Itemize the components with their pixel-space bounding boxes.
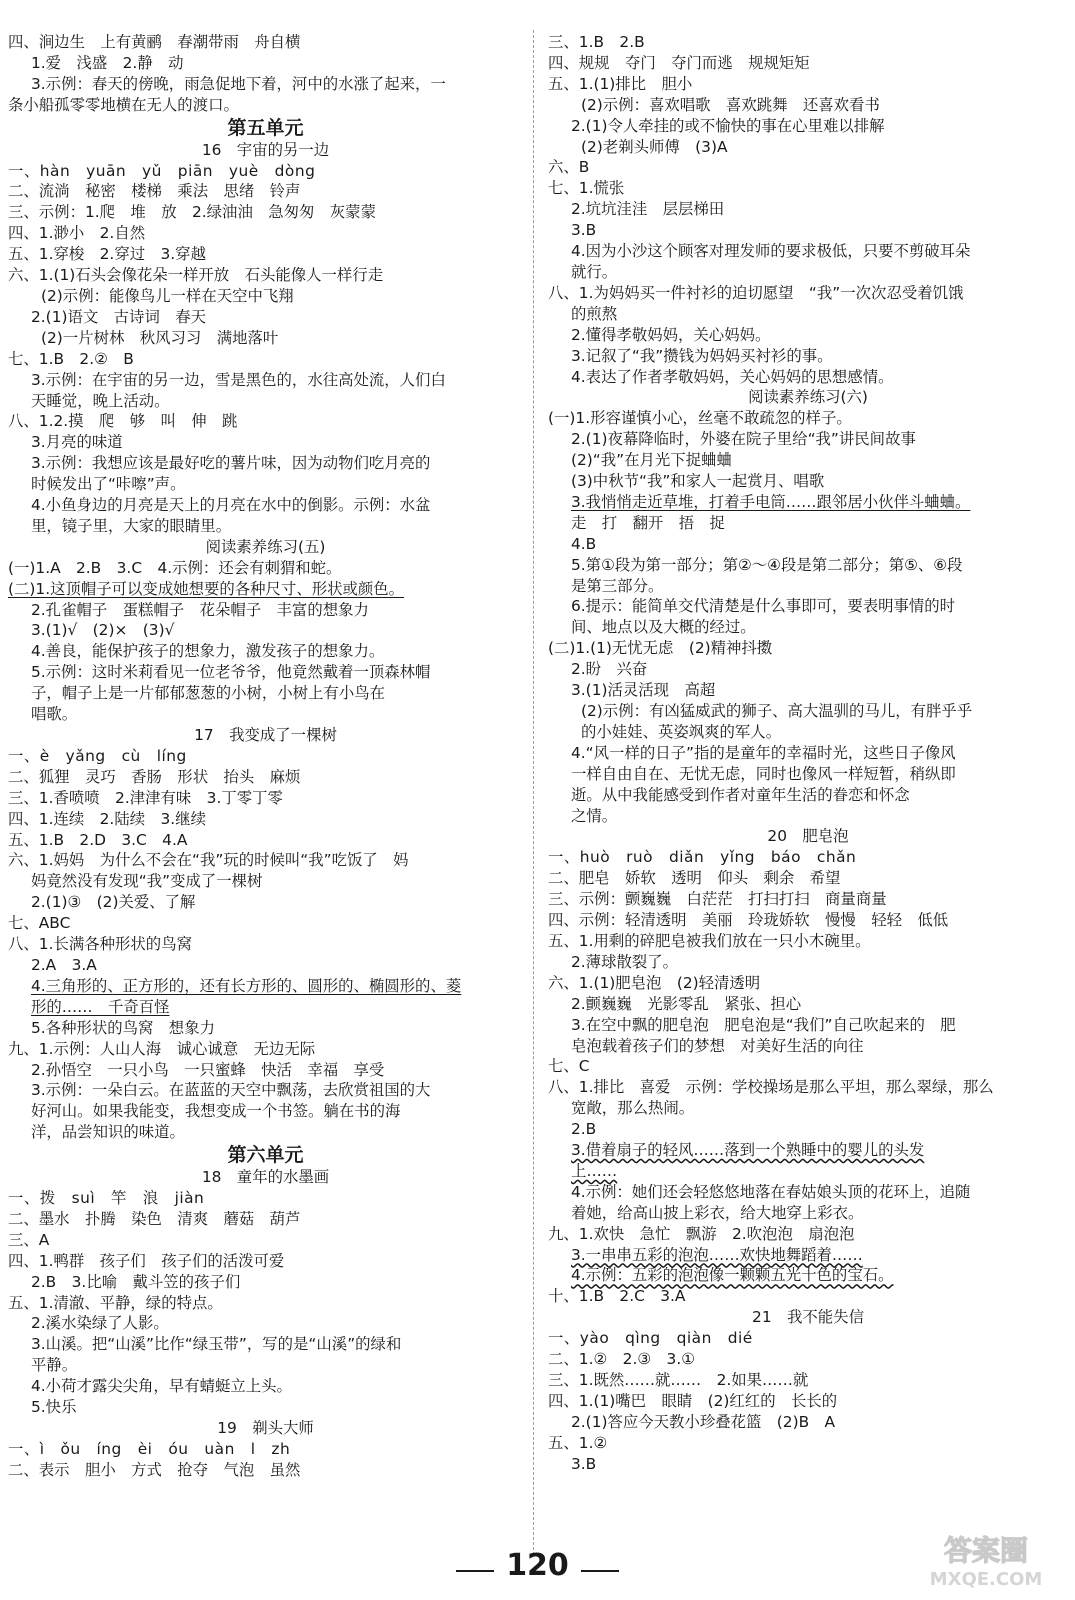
left-line (8, 1355, 523, 1376)
line-text: 之情。 (571, 806, 618, 825)
line-text: 2.孙悟空 一只小鸟 一只蜜蜂 快活 幸福 享受 (31, 1060, 385, 1079)
right-line (548, 199, 1068, 220)
line-text: 宽敞，那么热闹。 (571, 1099, 695, 1118)
line-text: 五、1.② (548, 1433, 608, 1452)
left-line (8, 349, 523, 370)
left-line (8, 620, 523, 641)
right-line (548, 1224, 1068, 1245)
right-line (548, 387, 1068, 408)
line-text: 2.(1)令人牵挂的或不愉快的事在心里难以排解 (571, 116, 885, 135)
line-text: 18 童年的水墨画 (201, 1168, 330, 1187)
line-text: 2.盼 兴奋 (571, 660, 648, 679)
right-line (548, 1307, 1068, 1328)
left-line (8, 809, 523, 830)
left-line (8, 1251, 523, 1272)
line-text: 2.(1)语文 古诗词 春天 (31, 307, 207, 326)
column-divider (533, 30, 534, 1555)
left-line (8, 411, 523, 432)
right-line (548, 534, 1068, 555)
right-line (548, 1140, 1068, 1161)
line-text: 二、墨水 扑腾 染色 清爽 蘑菇 葫芦 (8, 1209, 301, 1228)
right-line (548, 806, 1068, 827)
line-text: 四、1.渺小 2.自然 (8, 224, 146, 243)
line-text: 20 肥皂泡 (767, 827, 849, 846)
right-line (548, 1245, 1068, 1266)
right-line (548, 847, 1068, 868)
left-line (8, 181, 523, 202)
line-text: 四、1.(1)嘴巴 眼睛 (2)红红的 长长的 (548, 1391, 838, 1410)
line-text: 3.B (571, 221, 597, 240)
right-line (548, 241, 1068, 262)
left-line (8, 391, 523, 412)
line-text: 2.B (571, 1120, 597, 1139)
right-line (548, 513, 1068, 534)
line-text: 3.我悄悄走近草堆，打着手电筒……跟邻居小伙伴斗蛐蛐。 (571, 492, 971, 511)
line-text: 16 宇宙的另一边 (201, 140, 330, 159)
left-line (8, 202, 523, 223)
line-text: (2)示例：有凶猛威武的狮子、高大温驯的马儿，有胖乎乎 (581, 702, 973, 720)
right-column (548, 32, 1068, 1475)
line-text: 就行。 (571, 262, 618, 281)
left-line (8, 892, 523, 913)
right-line (548, 1391, 1068, 1412)
right-line (548, 1077, 1068, 1098)
left-line (8, 161, 523, 182)
left-line (8, 934, 523, 955)
right-line (548, 1265, 1068, 1286)
left-line (8, 767, 523, 788)
right-line (548, 283, 1068, 304)
line-text: 2.懂得孝敬妈妈，关心妈妈。 (571, 325, 771, 344)
line-text: 3.月亮的味道 (31, 433, 123, 452)
left-line (8, 1293, 523, 1314)
line-text: 七、1.B 2.② B (8, 349, 134, 368)
right-line (548, 826, 1068, 847)
line-text: 二、狐狸 灵巧 香肠 形状 抬头 麻烦 (8, 767, 301, 786)
left-line (8, 850, 523, 871)
left-line (8, 474, 523, 495)
right-line (548, 1286, 1068, 1307)
right-line (548, 429, 1068, 450)
line-text: 十、1.B 2.C 3.A (548, 1287, 686, 1306)
left-line (8, 537, 523, 558)
line-text: 4.善良，能保护孩子的想象力，激发孩子的想象力。 (31, 642, 385, 661)
line-text: 2.颤巍巍 光影零乱 紧张、担心 (571, 994, 802, 1013)
left-line (8, 223, 523, 244)
line-text: (一)1.形容谨慎小心，丝毫不敢疏忽的样子。 (548, 409, 852, 428)
footer-dash-left (456, 1570, 494, 1572)
right-line (548, 1412, 1068, 1433)
left-line (8, 95, 523, 116)
left-line (8, 1122, 523, 1143)
line-text: 21 我不能失信 (752, 1308, 864, 1327)
right-line (548, 450, 1068, 471)
watermark-title: 答案圈 (943, 1534, 1029, 1567)
line-text: 好河山。如果我能变，我想变成一个书签。躺在书的海 (31, 1102, 401, 1121)
right-line (548, 367, 1068, 388)
left-line (8, 516, 523, 537)
line-text: 一、è yǎng cù líng (8, 746, 187, 765)
right-line (548, 95, 1068, 116)
left-line (8, 725, 523, 746)
line-text: 3.示例：一朵白云。在蓝蓝的天空中飘荡，去欣赏祖国的大 (31, 1081, 431, 1100)
right-line (548, 973, 1068, 994)
line-text: 五、1.穿梭 2.穿过 3.穿越 (8, 245, 206, 264)
left-line (8, 244, 523, 265)
left-line (8, 662, 523, 683)
left-line (8, 558, 523, 579)
left-line (8, 117, 523, 139)
right-line (548, 32, 1068, 53)
line-text: 3.(1)活灵活现 高超 (571, 681, 716, 700)
left-line (8, 140, 523, 161)
left-column (8, 32, 523, 1481)
right-line (548, 1370, 1068, 1391)
right-line (548, 764, 1068, 785)
line-text: 皂泡载着孩子们的梦想 对美好生活的向往 (571, 1036, 864, 1055)
line-text: 2.(1)夜幕降临时，外婆在院子里给“我”讲民间故事 (571, 430, 916, 449)
right-line (548, 74, 1068, 95)
right-line (548, 952, 1068, 973)
line-text: (2)老剃头师傅 (3)A (581, 137, 728, 156)
left-line (8, 830, 523, 851)
right-line (548, 868, 1068, 889)
line-text: 4.示例：她们还会轻悠悠地落在春姑娘头顶的花环上，追随 (571, 1182, 971, 1201)
left-line (8, 1144, 523, 1166)
line-text: 六、1.妈妈 为什么不会在“我”玩的时候叫“我”吃饭了 妈 (8, 851, 409, 870)
left-line (8, 788, 523, 809)
line-text: 4.三角形的、正方形的，还有长方形的、圆形的、椭圆形的、菱 (31, 976, 462, 995)
line-text: 平静。 (31, 1356, 78, 1375)
left-line (8, 641, 523, 662)
line-text: 四、示例：轻清透明 美丽 玲珑娇软 慢慢 轻轻 低低 (548, 911, 949, 930)
right-line (548, 1454, 1068, 1475)
line-text: (2)一片树林 秋风习习 满地落叶 (41, 328, 279, 347)
line-text: 3.山溪。把“山溪”比作“绿玉带”，写的是“山溪”的绿和 (31, 1335, 402, 1354)
line-text: 时候发出了“咔嚓”声。 (31, 475, 186, 494)
line-text: 5.示例：这时米莉看见一位老爷爷，他竟然戴着一顶森林帽 (31, 663, 431, 682)
left-line (8, 976, 523, 997)
right-line (548, 994, 1068, 1015)
right-line (548, 1098, 1068, 1119)
left-line (8, 1188, 523, 1209)
line-text: 七、1.慌张 (548, 179, 625, 198)
line-text: 2.薄球散裂了。 (571, 952, 679, 971)
line-text: 条小船孤零零地横在无人的渡口。 (8, 95, 239, 114)
left-line (8, 74, 523, 95)
left-line (8, 495, 523, 516)
line-text: 一、huò ruò diǎn yǐng báo chǎn (548, 848, 857, 867)
left-line (8, 1080, 523, 1101)
left-line (8, 1230, 523, 1251)
line-text: 七、ABC (8, 914, 71, 933)
right-line (548, 617, 1068, 638)
right-line (548, 1182, 1068, 1203)
line-text: 2.B 3.比喻 戴斗笠的孩子们 (31, 1272, 241, 1291)
line-text: 五、1.清澈、平静，绿的特点。 (8, 1293, 223, 1312)
right-line (548, 1433, 1068, 1454)
left-line (8, 265, 523, 286)
line-text: 六、1.(1)肥皂泡 (2)轻清透明 (548, 973, 761, 992)
line-text: 4.因为小沙这个顾客对理发师的要求极低，只要不剪破耳朵 (571, 242, 971, 261)
line-text: 间、地点以及大概的经过。 (571, 618, 756, 637)
right-line (548, 1036, 1068, 1057)
line-text: 六、B (548, 158, 590, 177)
right-line (548, 785, 1068, 806)
line-text: (2)示例：能像鸟儿一样在天空中飞翔 (41, 286, 294, 305)
left-line (8, 1272, 523, 1293)
right-line (548, 53, 1068, 74)
left-line (8, 913, 523, 934)
line-text: 是第三部分。 (571, 576, 664, 595)
line-text: 6.提示：能简单交代清楚是什么事即可，要表明事情的时 (571, 597, 956, 616)
line-text: 4.表达了作者孝敬妈妈，关心妈妈的思想感情。 (571, 367, 894, 386)
line-text: 五、1.B 2.D 3.C 4.A (8, 830, 188, 849)
left-line (8, 1167, 523, 1188)
right-line (548, 576, 1068, 597)
left-line (8, 579, 523, 600)
line-text: 五、1.用剩的碎肥皂被我们放在一只小木碗里。 (548, 931, 871, 950)
line-text: 八、1.长满各种形状的鸟窝 (8, 935, 192, 954)
right-line (548, 116, 1068, 137)
line-text: 二、流淌 秘密 楼梯 乘法 思绪 铃声 (8, 182, 301, 201)
right-line (548, 680, 1068, 701)
line-text: 着她，给高山披上彩衣，给大地穿上彩衣。 (571, 1203, 864, 1222)
line-text: 逝。从中我能感受到作者对童年生活的眷恋和怀念 (571, 785, 910, 804)
line-text: 2.孔雀帽子 蛋糕帽子 花朵帽子 丰富的想象力 (31, 600, 369, 619)
line-text: 三、1.既然……就…… 2.如果……就 (548, 1371, 809, 1389)
line-text: 五、1.(1)排比 胆小 (548, 74, 693, 93)
left-line (8, 1418, 523, 1439)
right-line (548, 596, 1068, 617)
line-text: 一样自由自在、无忧无虑，同时也像风一样短暂，稍纵即 (571, 764, 956, 783)
right-line (548, 889, 1068, 910)
right-line (548, 157, 1068, 178)
line-text: 八、1.为妈妈买一件衬衫的迫切愿望 “我”一次次忍受着饥饿 (548, 283, 964, 302)
right-line (548, 346, 1068, 367)
right-line (548, 304, 1068, 325)
line-text: 3.记叙了“我”攒钱为妈妈买衬衫的事。 (571, 346, 833, 365)
line-text: 二、表示 胆小 方式 抢夺 气泡 虽然 (8, 1460, 301, 1479)
right-line (548, 1015, 1068, 1036)
left-line (8, 1397, 523, 1418)
line-text: 3.一串串五彩的泡泡……欢快地舞蹈着…… (571, 1245, 863, 1264)
line-text: 四、1.连续 2.陆续 3.继续 (8, 809, 206, 828)
line-text: 17 我变成了一棵树 (194, 726, 337, 744)
line-text: 走 打 翻开 捂 捉 (571, 513, 725, 532)
line-text: 的煎熬 (571, 304, 618, 323)
right-line (548, 471, 1068, 492)
right-line (548, 722, 1068, 743)
right-line (548, 1161, 1068, 1182)
left-line (8, 1439, 523, 1460)
line-text: (2)“我”在月光下捉蛐蛐 (571, 451, 732, 470)
line-text: 二、1.② 2.③ 3.① (548, 1350, 696, 1369)
line-text: 第六单元 (227, 1144, 304, 1167)
right-line (548, 1119, 1068, 1140)
line-text: 3.B (571, 1454, 597, 1473)
right-line (548, 1203, 1068, 1224)
line-text: 2.(1)③ (2)关爱、了解 (31, 893, 196, 912)
right-line (548, 931, 1068, 952)
line-text: 九、1.欢快 急忙 飘游 2.吹泡泡 扇泡泡 (548, 1224, 855, 1243)
line-text: 四、规规 夺门 夺门而逃 规规矩矩 (548, 53, 810, 72)
left-line (8, 871, 523, 892)
line-text: 3.(1)√ (2)× (3)√ (31, 621, 175, 640)
left-line (8, 328, 523, 349)
page-number: 120 (506, 1548, 569, 1583)
line-text: 上…… (571, 1161, 618, 1180)
right-line (548, 910, 1068, 931)
line-text: (3)中秋节“我”和家人一起赏月、唱歌 (571, 472, 825, 491)
line-text: 三、示例：1.爬 堆 放 2.绿油油 急匆匆 灰蒙蒙 (8, 203, 376, 222)
line-text: 三、1.B 2.B (548, 33, 645, 51)
right-line (548, 1328, 1068, 1349)
line-text: 洋，品尝知识的味道。 (31, 1123, 185, 1142)
line-text: 3.示例：我想应该是最好吃的薯片味，因为动物们吃月亮的 (31, 454, 431, 473)
right-line (548, 325, 1068, 346)
line-text: 子，帽子上是一片郁郁葱葱的小树，小树上有小鸟在 (31, 684, 385, 703)
right-line (548, 1349, 1068, 1370)
left-line (8, 1334, 523, 1355)
right-line (548, 137, 1068, 158)
line-text: 七、C (548, 1057, 590, 1076)
left-line (8, 955, 523, 976)
footer-dash-right (581, 1570, 619, 1572)
line-text: 4.示例：五彩的泡泡像一颗颗五光十色的宝石。 (571, 1266, 894, 1285)
line-text: 一、yào qìng qiàn dié (548, 1329, 753, 1348)
right-line (548, 638, 1068, 659)
left-line (8, 453, 523, 474)
right-line (548, 701, 1068, 722)
left-line (8, 1460, 523, 1481)
line-text: (二)1.这顶帽子可以变成她想要的各种尺寸、形状或颜色。 (8, 579, 405, 598)
line-text: 一、hàn yuān yǔ piān yuè dòng (8, 161, 316, 180)
line-text: 唱歌。 (31, 705, 78, 724)
line-text: (2)示例：喜欢唱歌 喜欢跳舞 还喜欢看书 (581, 95, 880, 114)
left-line (8, 1101, 523, 1122)
left-line (8, 704, 523, 725)
left-line (8, 1039, 523, 1060)
line-text: 2.A 3.A (31, 955, 97, 974)
watermark-url: MXQE.COM (929, 1569, 1043, 1590)
line-text: 5.第①段为第一部分；第②～④段是第二部分；第⑤、⑥段 (571, 555, 963, 574)
line-text: 4.“风一样的日子”指的是童年的幸福时光，这些日子像风 (571, 743, 956, 762)
line-text: 4.小鱼身边的月亮是天上的月亮在水中的倒影。示例：水盆 (31, 496, 431, 515)
left-line (8, 432, 523, 453)
right-line (548, 743, 1068, 764)
left-line (8, 1018, 523, 1039)
line-text: 四、涧边生 上有黄鹂 春潮带雨 舟自横 (8, 33, 301, 51)
left-line (8, 746, 523, 767)
left-line (8, 370, 523, 391)
left-line (8, 286, 523, 307)
line-text: 5.快乐 (31, 1398, 77, 1417)
line-text: 六、1.(1)石头会像花朵一样开放 石头能像人一样行走 (8, 266, 384, 285)
line-text: 八、1.2.摸 爬 够 叫 伸 跳 (8, 412, 238, 431)
left-line (8, 1376, 523, 1397)
left-line (8, 307, 523, 328)
left-line (8, 1060, 523, 1081)
line-text: 阅读素养练习(六) (748, 388, 868, 407)
right-line (548, 659, 1068, 680)
line-text: 4.B (571, 534, 597, 553)
line-text: 九、1.示例：人山人海 诚心诚意 无边无际 (8, 1039, 316, 1058)
line-text: 四、1.鸭群 孩子们 孩子们的活泼可爱 (8, 1251, 285, 1270)
line-text: 形的…… 千奇百怪 (31, 997, 170, 1016)
line-text: 天睡觉，晚上活动。 (31, 391, 170, 410)
line-text: 三、1.香喷喷 2.津津有味 3.丁零丁零 (8, 788, 283, 807)
left-line (8, 53, 523, 74)
line-text: 三、示例：颤巍巍 白茫茫 打扫打扫 商量商量 (548, 890, 887, 909)
line-text: (二)1.(1)无忧无虑 (2)精神抖擞 (548, 639, 773, 658)
right-line (548, 178, 1068, 199)
line-text: (一)1.A 2.B 3.C 4.示例：还会有刺猬和蛇。 (8, 558, 342, 577)
line-text: 的小娃娃、英姿飒爽的军人。 (581, 722, 782, 741)
line-text: 阅读素养练习(五) (205, 537, 326, 556)
left-line (8, 1313, 523, 1334)
right-line (548, 408, 1068, 429)
line-text: 3.示例：在宇宙的另一边，雪是黑色的，水往高处流，人们白 (31, 370, 446, 389)
line-text: 八、1.排比 喜爱 示例：学校操场是那么平坦，那么翠绿，那么 (548, 1078, 994, 1097)
line-text: 二、肥皂 娇软 透明 仰头 剩余 希望 (548, 869, 841, 888)
left-line (8, 32, 523, 53)
line-text: 三、A (8, 1230, 50, 1249)
line-text: 2.(1)答应今天教小珍叠花篮 (2)B A (571, 1412, 836, 1431)
line-text: 19 剃头大师 (217, 1419, 314, 1437)
right-line (548, 262, 1068, 283)
line-text: 4.小荷才露尖尖角，早有蜻蜓立上头。 (31, 1377, 292, 1396)
right-line (548, 220, 1068, 241)
line-text: 妈竟然没有发现“我”变成了一棵树 (31, 872, 263, 891)
line-text: 一、拨 suì 竿 浪 jiàn (8, 1189, 205, 1208)
left-line (8, 997, 523, 1018)
left-line (8, 683, 523, 704)
line-text: 2.溪水染绿了人影。 (31, 1314, 169, 1333)
line-text: 第五单元 (227, 116, 304, 139)
line-text: 3.在空中飘的肥皂泡 肥皂泡是“我们”自己吹起来的 肥 (571, 1015, 956, 1034)
left-line (8, 600, 523, 621)
line-text: 3.借着扇子的轻风……落到一个熟睡中的婴儿的头发 (571, 1141, 925, 1160)
line-text: 一、ì ǒu íng èi óu uàn l zh (8, 1439, 291, 1458)
right-line (548, 555, 1068, 576)
line-text: 2.坑坑洼洼 层层梯田 (571, 200, 725, 219)
right-line (548, 1056, 1068, 1077)
right-line (548, 492, 1068, 513)
left-line (8, 1209, 523, 1230)
line-text: 3.示例：春天的傍晚，雨急促地下着，河中的水涨了起来，一 (31, 74, 446, 93)
line-text: 5.各种形状的鸟窝 想象力 (31, 1018, 215, 1037)
line-text: 里，镜子里，大家的眼睛里。 (31, 516, 232, 535)
line-text: 1.爱 浅盛 2.静 动 (31, 53, 184, 72)
watermark-logo (911, 1530, 1061, 1592)
